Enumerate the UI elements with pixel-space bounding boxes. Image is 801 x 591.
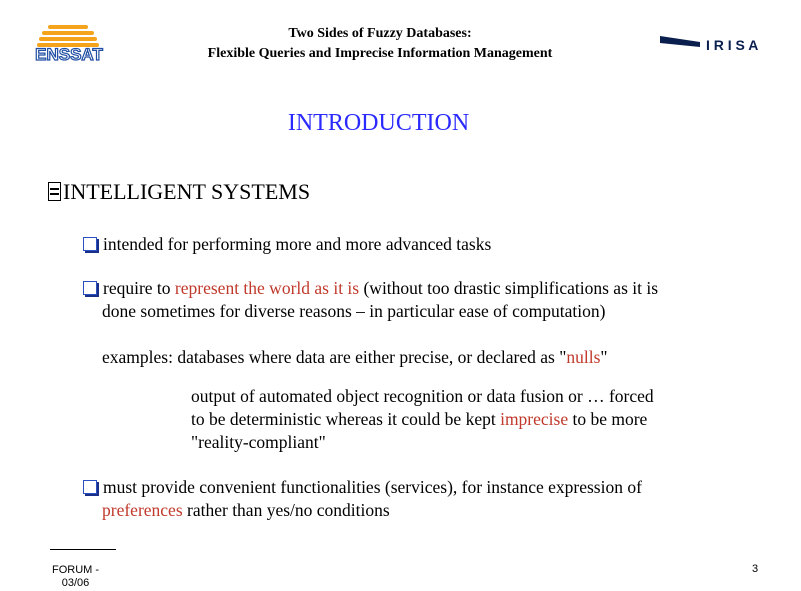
slide-title: INTRODUCTION — [287, 110, 470, 136]
example2-text: to be more — [568, 409, 648, 429]
bullet-text: require to — [103, 278, 175, 298]
irisa-logo-text: I R I S A — [706, 37, 759, 53]
bullet-text: intended for performing more and more advanced tasks — [103, 234, 492, 254]
example2-line3: "reality-compliant" — [191, 432, 326, 452]
footer-label — [52, 564, 99, 590]
bullet-text: (without too drastic simplifications as it is — [359, 278, 659, 298]
header-title-line1: Two Sides of Fuzzy Databases: — [288, 26, 472, 41]
enssat-logo-text: ENSSAT — [35, 45, 103, 64]
examples-text: " — [600, 347, 608, 367]
irisa-logo — [658, 30, 773, 60]
examples-line — [102, 346, 608, 368]
bullet-functionalities — [83, 476, 642, 498]
section-heading-text: INTELLIGENT SYSTEMS — [63, 179, 311, 204]
emphasis-text: nulls — [566, 347, 601, 367]
bullet-represent-line2: done sometimes for diverse reasons – in particular ease of computation) — [102, 301, 606, 321]
emphasis-text: represent the world as it is — [174, 278, 360, 298]
footer-label-line2: 03/06 — [61, 577, 90, 589]
bullet-intended — [83, 233, 491, 255]
bullet-text: must provide convenient functionalities (services), for instance expression of — [103, 477, 642, 497]
example2-text: to be deterministic whereas it could be kept — [191, 409, 501, 429]
footer-label-line1: FORUM - — [52, 564, 100, 576]
section-heading — [48, 179, 310, 205]
example2-line2 — [191, 408, 647, 430]
bullet-functionalities-line2 — [102, 499, 390, 521]
checkbox-bullet-icon — [83, 237, 97, 251]
checkbox-bullet-icon — [83, 281, 97, 295]
bullet-text: rather than yes/no conditions — [182, 500, 390, 520]
header-title — [150, 24, 610, 64]
section-marker-icon — [48, 182, 61, 201]
bullet-represent — [83, 277, 658, 299]
header-title-line2: Flexible Queries and Imprecise Information Management — [207, 46, 553, 61]
enssat-logo — [30, 18, 110, 66]
emphasis-text: preferences — [102, 500, 183, 520]
emphasis-text: imprecise — [500, 409, 569, 429]
examples-text: examples: databases where data are either precise, or declared as " — [102, 347, 567, 367]
checkbox-bullet-icon — [83, 480, 97, 494]
page-number: 3 — [752, 563, 759, 575]
example2-line1: output of automated object recognition or data fusion or … forced — [191, 386, 654, 406]
footer-divider — [50, 549, 116, 550]
